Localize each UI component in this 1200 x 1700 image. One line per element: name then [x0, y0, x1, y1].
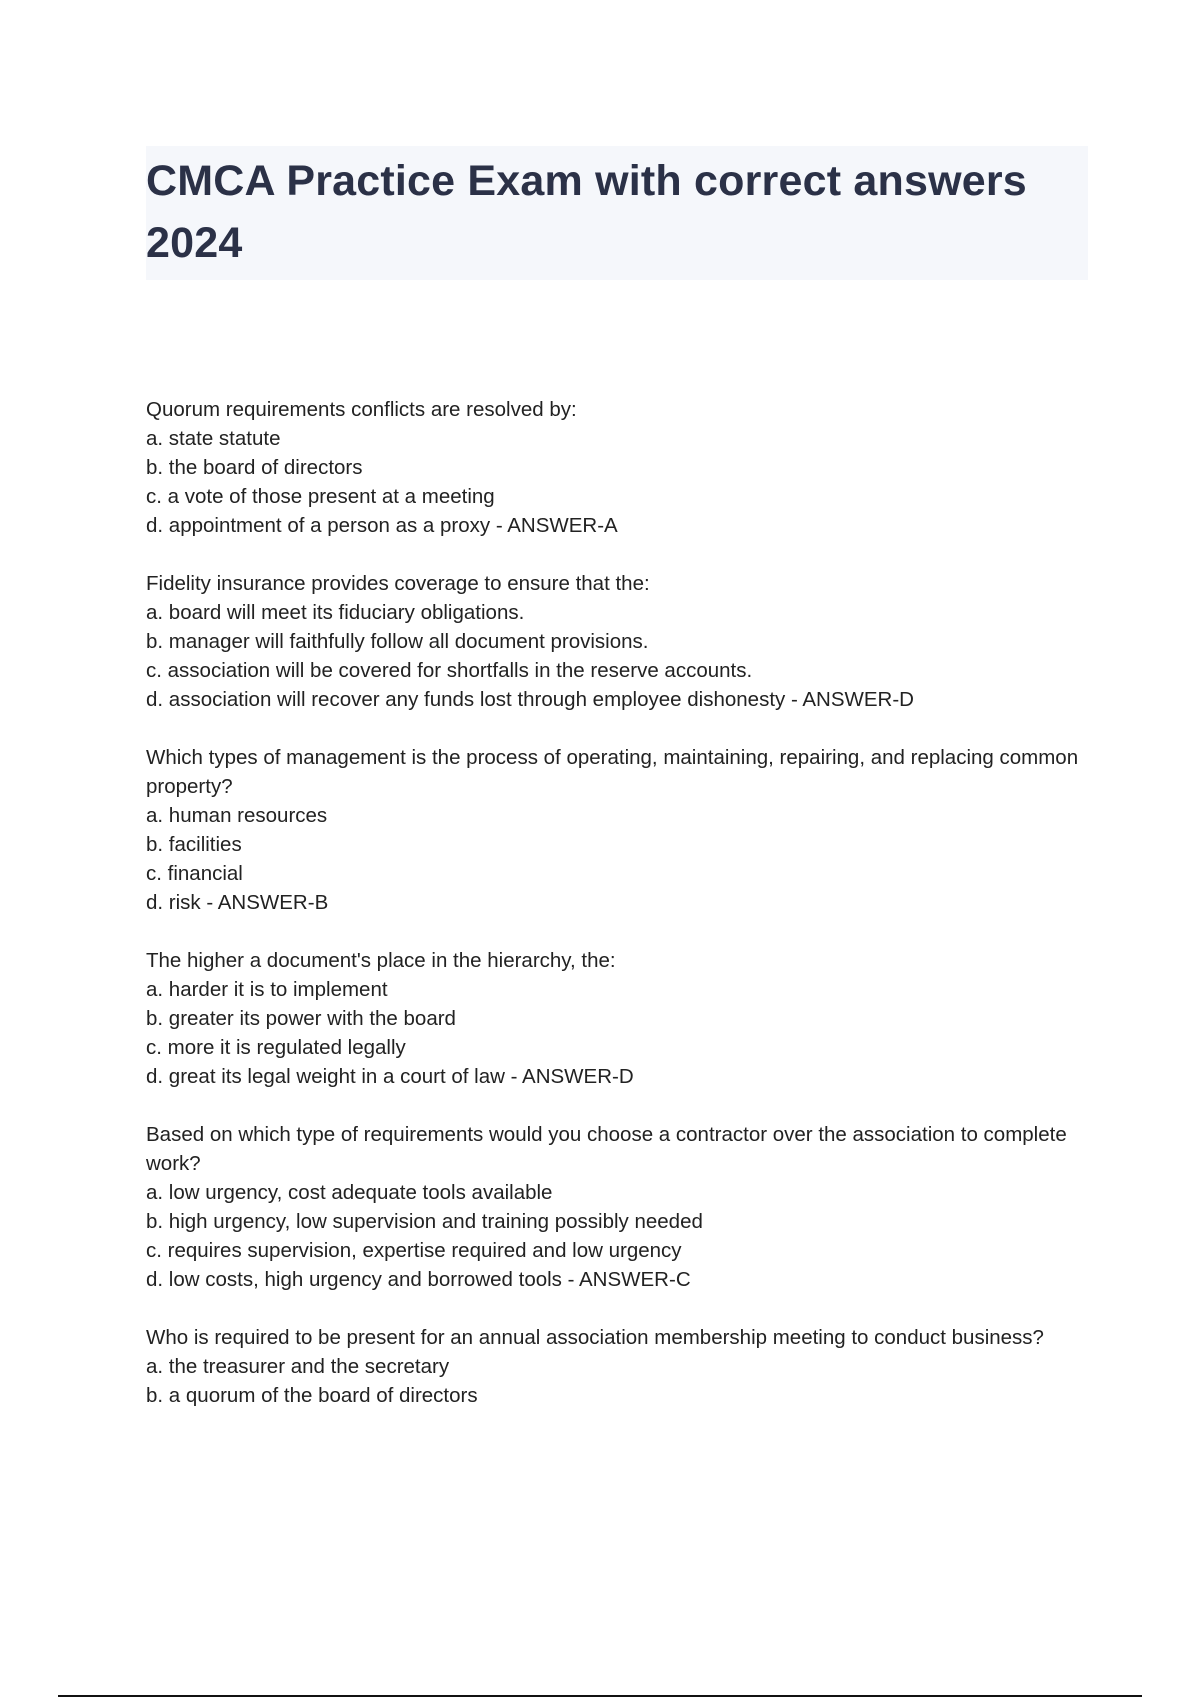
- answer-option: a. the treasurer and the secretary: [146, 1355, 450, 1378]
- question-prompt: Based on which type of requirements would you choose a contractor over the association to complete work?: [146, 1123, 1067, 1175]
- question-4: [146, 946, 1096, 1091]
- question-prompt: Quorum requirements conflicts are resolved by:: [146, 398, 577, 421]
- answer-option: b. greater its power with the board: [146, 1007, 456, 1030]
- question-prompt: Who is required to be present for an annual association membership meeting to conduct business?: [146, 1326, 1044, 1349]
- answer-option: b. manager will faithfully follow all document provisions.: [146, 630, 649, 653]
- question-prompt: The higher a document's place in the hierarchy, the:: [146, 949, 616, 972]
- question-list: [146, 395, 1096, 1439]
- answer-option: a. harder it is to implement: [146, 978, 388, 1001]
- answer-option: d. association will recover any funds lost through employee dishonesty - ANSWER-D: [146, 688, 914, 711]
- title-block: [146, 146, 1088, 280]
- answer-option: d. great its legal weight in a court of law - ANSWER-D: [146, 1065, 634, 1088]
- answer-option: c. a vote of those present at a meeting: [146, 485, 495, 508]
- answer-option: a. low urgency, cost adequate tools available: [146, 1181, 553, 1204]
- question-prompt: Which types of management is the process of operating, maintaining, repairing, and replacing common property?: [146, 746, 1079, 798]
- question-3: [146, 743, 1096, 917]
- answer-option: b. high urgency, low supervision and training possibly needed: [146, 1210, 703, 1233]
- question-1: [146, 395, 1096, 540]
- question-prompt: Fidelity insurance provides coverage to ensure that the:: [146, 572, 650, 595]
- answer-option: d. low costs, high urgency and borrowed tools - ANSWER-C: [146, 1268, 691, 1291]
- question-5: [146, 1120, 1096, 1294]
- answer-option: a. state statute: [146, 427, 281, 450]
- answer-option: a. human resources: [146, 804, 328, 827]
- question-2: [146, 569, 1096, 714]
- answer-option: b. the board of directors: [146, 456, 363, 479]
- answer-option: a. board will meet its fiduciary obligations.: [146, 601, 525, 624]
- answer-option: b. a quorum of the board of directors: [146, 1384, 478, 1407]
- question-6: [146, 1323, 1096, 1410]
- footer-divider: [58, 1695, 1142, 1697]
- answer-option: c. requires supervision, expertise required and low urgency: [146, 1239, 682, 1262]
- answer-option: c. financial: [146, 862, 243, 885]
- answer-option: d. risk - ANSWER-B: [146, 891, 329, 914]
- answer-option: b. facilities: [146, 833, 242, 856]
- answer-option: c. more it is regulated legally: [146, 1036, 406, 1059]
- answer-option: c. association will be covered for shortfalls in the reserve accounts.: [146, 659, 753, 682]
- answer-option: d. appointment of a person as a proxy - ANSWER-A: [146, 514, 618, 537]
- document-title: CMCA Practice Exam with correct answers 2024: [146, 157, 1027, 267]
